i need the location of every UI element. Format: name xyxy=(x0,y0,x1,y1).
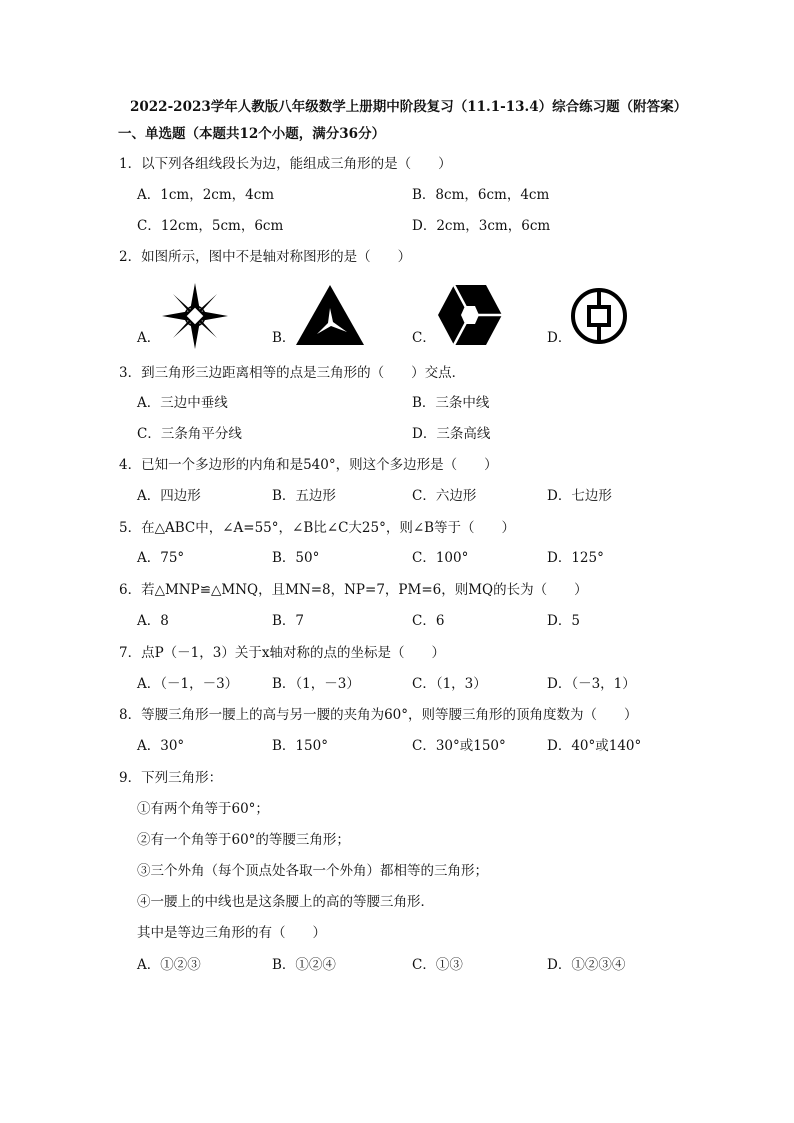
question-1-stem: 1．以下列各组线段长为边，能组成三角形的是（ ） xyxy=(119,156,452,172)
q5-option-b: B．50° xyxy=(272,550,320,566)
q8-option-d: D．40°或140° xyxy=(547,738,642,754)
q4-option-d: D．七边形 xyxy=(547,488,612,504)
question-2-stem: 2．如图所示，图中不是轴对称图形的是（ ） xyxy=(119,249,412,265)
q6-option-a: A．8 xyxy=(137,613,169,629)
document-title: 2022-2023学年人教版八年级数学上册期中阶段复习（11.1-13.4）综合练习题（附答案） xyxy=(130,99,688,115)
q3-option-d: D．三条高线 xyxy=(412,426,491,442)
q2-option-a: A． xyxy=(137,330,161,346)
q8-option-a: A．30° xyxy=(137,738,185,754)
q9-item-2: ②有一个角等于60°的等腰三角形； xyxy=(137,832,350,848)
q3-option-b: B．三条中线 xyxy=(412,395,490,411)
q9-item-1: ①有两个角等于60°； xyxy=(137,801,269,817)
q1-option-d: D．2cm，3cm，6cm xyxy=(412,218,551,234)
q9-option-a: A．①②③ xyxy=(137,957,201,973)
q3-option-c: C．三条角平分线 xyxy=(137,426,242,442)
q5-option-a: A．75° xyxy=(137,550,185,566)
compass-rose-icon xyxy=(160,281,230,351)
q6-option-d: D．5 xyxy=(547,613,580,629)
q2-option-c: C． xyxy=(412,330,436,346)
question-3-stem: 3．到三角形三边距离相等的点是三角形的（ ）交点． xyxy=(119,365,466,381)
q5-option-c: C．100° xyxy=(412,550,469,566)
question-9-stem: 9．下列三角形： xyxy=(119,770,223,786)
q5-option-d: D．125° xyxy=(547,550,604,566)
question-4-stem: 4．已知一个多边形的内角和是540°，则这个多边形是（ ） xyxy=(119,457,498,473)
hexagon-pinwheel-icon xyxy=(437,284,503,346)
q9-option-b: B．①②④ xyxy=(272,957,336,973)
q4-option-c: C．六边形 xyxy=(412,488,477,504)
q8-option-b: B．150° xyxy=(272,738,328,754)
q4-option-b: B．五边形 xyxy=(272,488,336,504)
q2-option-b: B． xyxy=(272,330,296,346)
q1-option-c: C．12cm，5cm，6cm xyxy=(137,218,284,234)
q4-option-a: A．四边形 xyxy=(137,488,201,504)
q7-option-a: A．（－1，－3） xyxy=(137,676,239,692)
q7-option-b: B．（1，－3） xyxy=(272,676,360,692)
q9-prompt: 其中是等边三角形的有（ ） xyxy=(137,925,326,941)
question-7-stem: 7．点P（－1，3）关于x轴对称的点的坐标是（ ） xyxy=(119,645,445,661)
question-5-stem: 5．在△ABC中，∠A=55°，∠B比∠C大25°，则∠B等于（ ） xyxy=(119,520,516,536)
q2-option-d: D． xyxy=(547,330,572,346)
question-8-stem: 8．等腰三角形一腰上的高与另一腰的夹角为60°，则等腰三角形的顶角度数为（ ） xyxy=(119,707,638,723)
q9-option-c: C．①③ xyxy=(412,957,463,973)
q7-option-d: D．（－3，1） xyxy=(547,676,636,692)
q9-option-d: D．①②③④ xyxy=(547,957,626,973)
q6-option-b: B．7 xyxy=(272,613,305,629)
q3-option-a: A．三边中垂线 xyxy=(137,395,228,411)
q6-option-c: C．6 xyxy=(412,613,445,629)
section-heading: 一、单选题（本题共12个小题，满分36分） xyxy=(118,126,386,142)
q1-option-b: B．8cm，6cm，4cm xyxy=(412,187,550,203)
q7-option-c: C．（1，3） xyxy=(412,676,487,692)
question-6-stem: 6．若△MNP≌△MNQ，且MN=8，NP=7，PM=6，则MQ的长为（ ） xyxy=(119,582,588,598)
q8-option-c: C．30°或150° xyxy=(412,738,506,754)
q1-option-a: A．1cm，2cm，4cm xyxy=(137,187,275,203)
triangle-pinwheel-icon xyxy=(295,284,365,346)
q9-item-4: ④一腰上的中线也是这条腰上的高的等腰三角形． xyxy=(137,894,434,910)
coin-circle-icon xyxy=(570,287,628,345)
q9-item-3: ③三个外角（每个顶点处各取一个外角）都相等的三角形； xyxy=(137,863,488,879)
